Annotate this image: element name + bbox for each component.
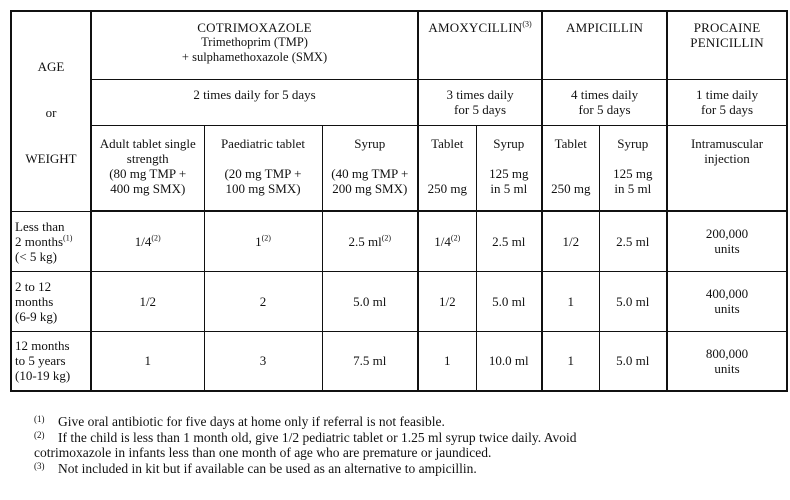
cotrimoxazole-tmp: Trimethoprim (TMP) — [201, 35, 308, 49]
age-line-1: Less than — [15, 218, 65, 234]
amoxycillin-syrup-header — [476, 125, 542, 211]
amoxycillin-frequency-1: 3 times daily — [446, 86, 514, 102]
age-line-3: (< 5 kg) — [15, 248, 57, 264]
procaine-route-1: Intramuscular — [690, 135, 764, 151]
age-line-2: to 5 years — [15, 353, 66, 369]
dose-note-mark: (2) — [151, 233, 161, 243]
amoxycillin-frequency — [418, 79, 542, 125]
dose-value: 2 — [259, 293, 267, 309]
cotrimoxazole-header — [91, 11, 418, 79]
procaine-name-1: PROCAINE — [693, 20, 761, 35]
procaine-dose — [667, 211, 787, 271]
procaine-units-value: 800,000 — [705, 345, 749, 361]
age-cell — [11, 331, 91, 391]
dose-value: 2.5 ml — [348, 233, 382, 249]
dose-value: 1 — [144, 353, 151, 369]
amoxycillin-frequency-2: for 5 days — [454, 101, 507, 117]
procaine-units-label: units — [714, 301, 740, 316]
procaine-frequency-2: for 5 days — [701, 101, 754, 117]
ampicillin-tablet-label: Tablet — [554, 135, 587, 151]
amoxycillin-tablet-dose — [418, 211, 476, 271]
age-line-3: (6-9 kg) — [15, 308, 58, 324]
amoxycillin-name: AMOXYCILLIN — [428, 20, 523, 35]
adult-tablet-header — [91, 125, 204, 211]
cotrimoxazole-frequency-text: 2 times daily for 5 days — [193, 86, 316, 102]
procaine-route-2: injection — [704, 150, 750, 166]
age-label: AGE — [37, 58, 65, 74]
procaine-frequency — [667, 79, 787, 125]
ampicillin-syrup-label: Syrup — [617, 135, 649, 151]
paediatric-tablet-detail: (20 mg TMP + 100 mg SMX) — [224, 165, 302, 196]
amoxycillin-tablet-header — [418, 125, 476, 211]
syrup-dose — [322, 331, 418, 391]
ampicillin-syrup-dose: 2.5 ml — [599, 211, 667, 271]
age-cell — [11, 271, 91, 331]
ampicillin-syrup-dose-1: 125 mg — [613, 165, 653, 181]
amoxycillin-header — [418, 11, 542, 79]
ampicillin-syrup-dose-2: in 5 ml — [614, 180, 652, 196]
syrup-label: Syrup — [354, 135, 386, 151]
dose-value: 7.5 ml — [353, 353, 387, 369]
dose-value: 3 — [259, 353, 267, 369]
cotrimoxazole-frequency — [91, 79, 418, 125]
ampicillin-tablet-dose: 250 mg — [551, 180, 591, 196]
dose-value: 1/2 — [438, 293, 456, 309]
dose-note-mark: (2) — [381, 233, 392, 243]
dose-value: 5.0 ml — [353, 293, 387, 309]
procaine-units-value: 400,000 — [705, 286, 749, 301]
dose-value: 1/4 — [134, 233, 152, 249]
procaine-header — [667, 11, 787, 79]
ampicillin-frequency — [542, 79, 667, 125]
ampicillin-name: AMPICILLIN — [565, 20, 644, 35]
footnote-2 — [34, 430, 784, 461]
ampicillin-tablet-dose: 1 — [542, 271, 599, 331]
amoxycillin-tablet-label: Tablet — [431, 135, 464, 151]
antibiotic-dosage-table — [10, 10, 788, 392]
adult-tablet-dose — [91, 271, 204, 331]
amoxycillin-syrup-dose-1: 125 mg — [489, 165, 529, 181]
ampicillin-tablet-dose: 1/2 — [542, 211, 599, 271]
syrup-dose — [322, 211, 418, 271]
procaine-units-value: 200,000 — [705, 226, 749, 242]
weight-label: WEIGHT — [25, 150, 77, 166]
dose-value: 1 — [444, 353, 451, 369]
procaine-dose — [667, 271, 787, 331]
syrup-header — [322, 125, 418, 211]
paediatric-tablet-label: Paediatric tablet — [220, 135, 306, 151]
or-label: or — [45, 104, 57, 120]
procaine-dose — [667, 331, 787, 391]
paediatric-tablet-dose — [204, 331, 322, 391]
adult-tablet-label: Adult tablet single strength — [99, 135, 196, 166]
adult-tablet-dose — [91, 331, 204, 391]
ampicillin-tablet-header — [542, 125, 599, 211]
dose-value: 1/2 — [139, 293, 157, 309]
syrup-detail: (40 mg TMP + 200 mg SMX) — [331, 165, 409, 196]
footnote-mark: (2) — [34, 429, 45, 440]
amoxycillin-tablet-dose — [418, 271, 476, 331]
footnote-mark: (3) — [34, 460, 45, 471]
footnote-3 — [34, 461, 784, 477]
ampicillin-syrup-header — [599, 125, 667, 211]
procaine-units-label: units — [714, 241, 740, 257]
amoxycillin-note-mark: (3) — [522, 19, 532, 29]
amoxycillin-syrup-dose-2: in 5 ml — [490, 180, 528, 196]
age-line-3: (10-19 kg) — [15, 368, 71, 384]
age-line-2: 2 months — [15, 233, 64, 249]
dose-note-mark: (2) — [450, 233, 461, 243]
procaine-units-label: units — [714, 360, 740, 376]
amoxycillin-tablet-dose: 250 mg — [427, 180, 467, 196]
age-note-mark: (1) — [63, 233, 73, 243]
cotrimoxazole-smx: + sulphamethoxazole (SMX) — [181, 50, 328, 64]
ampicillin-tablet-dose: 1 — [542, 331, 599, 391]
ampicillin-header — [542, 11, 667, 79]
age-line-2: months — [15, 293, 54, 309]
age-cell — [11, 211, 91, 271]
ampicillin-frequency-1: 4 times daily — [570, 86, 639, 102]
amoxycillin-syrup-dose: 10.0 ml — [476, 331, 542, 391]
dose-value: 1 — [255, 233, 262, 249]
cotrimoxazole-name: COTRIMOXAZOLE — [197, 20, 312, 35]
syrup-dose — [322, 271, 418, 331]
footnote-1 — [34, 414, 784, 430]
amoxycillin-syrup-label: Syrup — [493, 135, 525, 151]
ampicillin-frequency-2: for 5 days — [578, 101, 631, 117]
ampicillin-syrup-dose: 5.0 ml — [599, 271, 667, 331]
dose-note-mark: (2) — [261, 233, 271, 243]
footnote-text: Give oral antibiotic for five days at home only if referral is not feasible. — [58, 414, 445, 429]
amoxycillin-syrup-dose: 2.5 ml — [476, 211, 542, 271]
footnote-text-line-2: cotrimoxazole in infants less than one month of age who are premature or jaundiced. — [34, 445, 492, 460]
paediatric-tablet-header — [204, 125, 322, 211]
age-weight-header — [11, 11, 91, 211]
procaine-frequency-1: 1 time daily — [695, 86, 759, 102]
amoxycillin-syrup-dose: 5.0 ml — [476, 271, 542, 331]
footnote-text-line-1: If the child is less than 1 month old, give 1/2 pediatric tablet or 1.25 ml syrup twice daily. Avoid — [58, 429, 577, 445]
adult-tablet-dose — [91, 211, 204, 271]
paediatric-tablet-dose — [204, 211, 322, 271]
age-line-1: 2 to 12 — [15, 278, 52, 294]
procaine-route-header — [667, 125, 787, 211]
footnote-mark: (1) — [34, 414, 45, 424]
procaine-name-2: PENICILLIN — [690, 35, 764, 50]
adult-tablet-detail: (80 mg TMP + 400 mg SMX) — [109, 165, 187, 196]
paediatric-tablet-dose — [204, 271, 322, 331]
footnote-text: Not included in kit but if available can be used as an alternative to ampicillin. — [58, 460, 477, 476]
dose-value: 1/4 — [434, 233, 451, 249]
ampicillin-syrup-dose: 5.0 ml — [599, 331, 667, 391]
amoxycillin-tablet-dose — [418, 331, 476, 391]
footnotes — [34, 414, 784, 476]
age-line-1: 12 months — [15, 338, 70, 354]
